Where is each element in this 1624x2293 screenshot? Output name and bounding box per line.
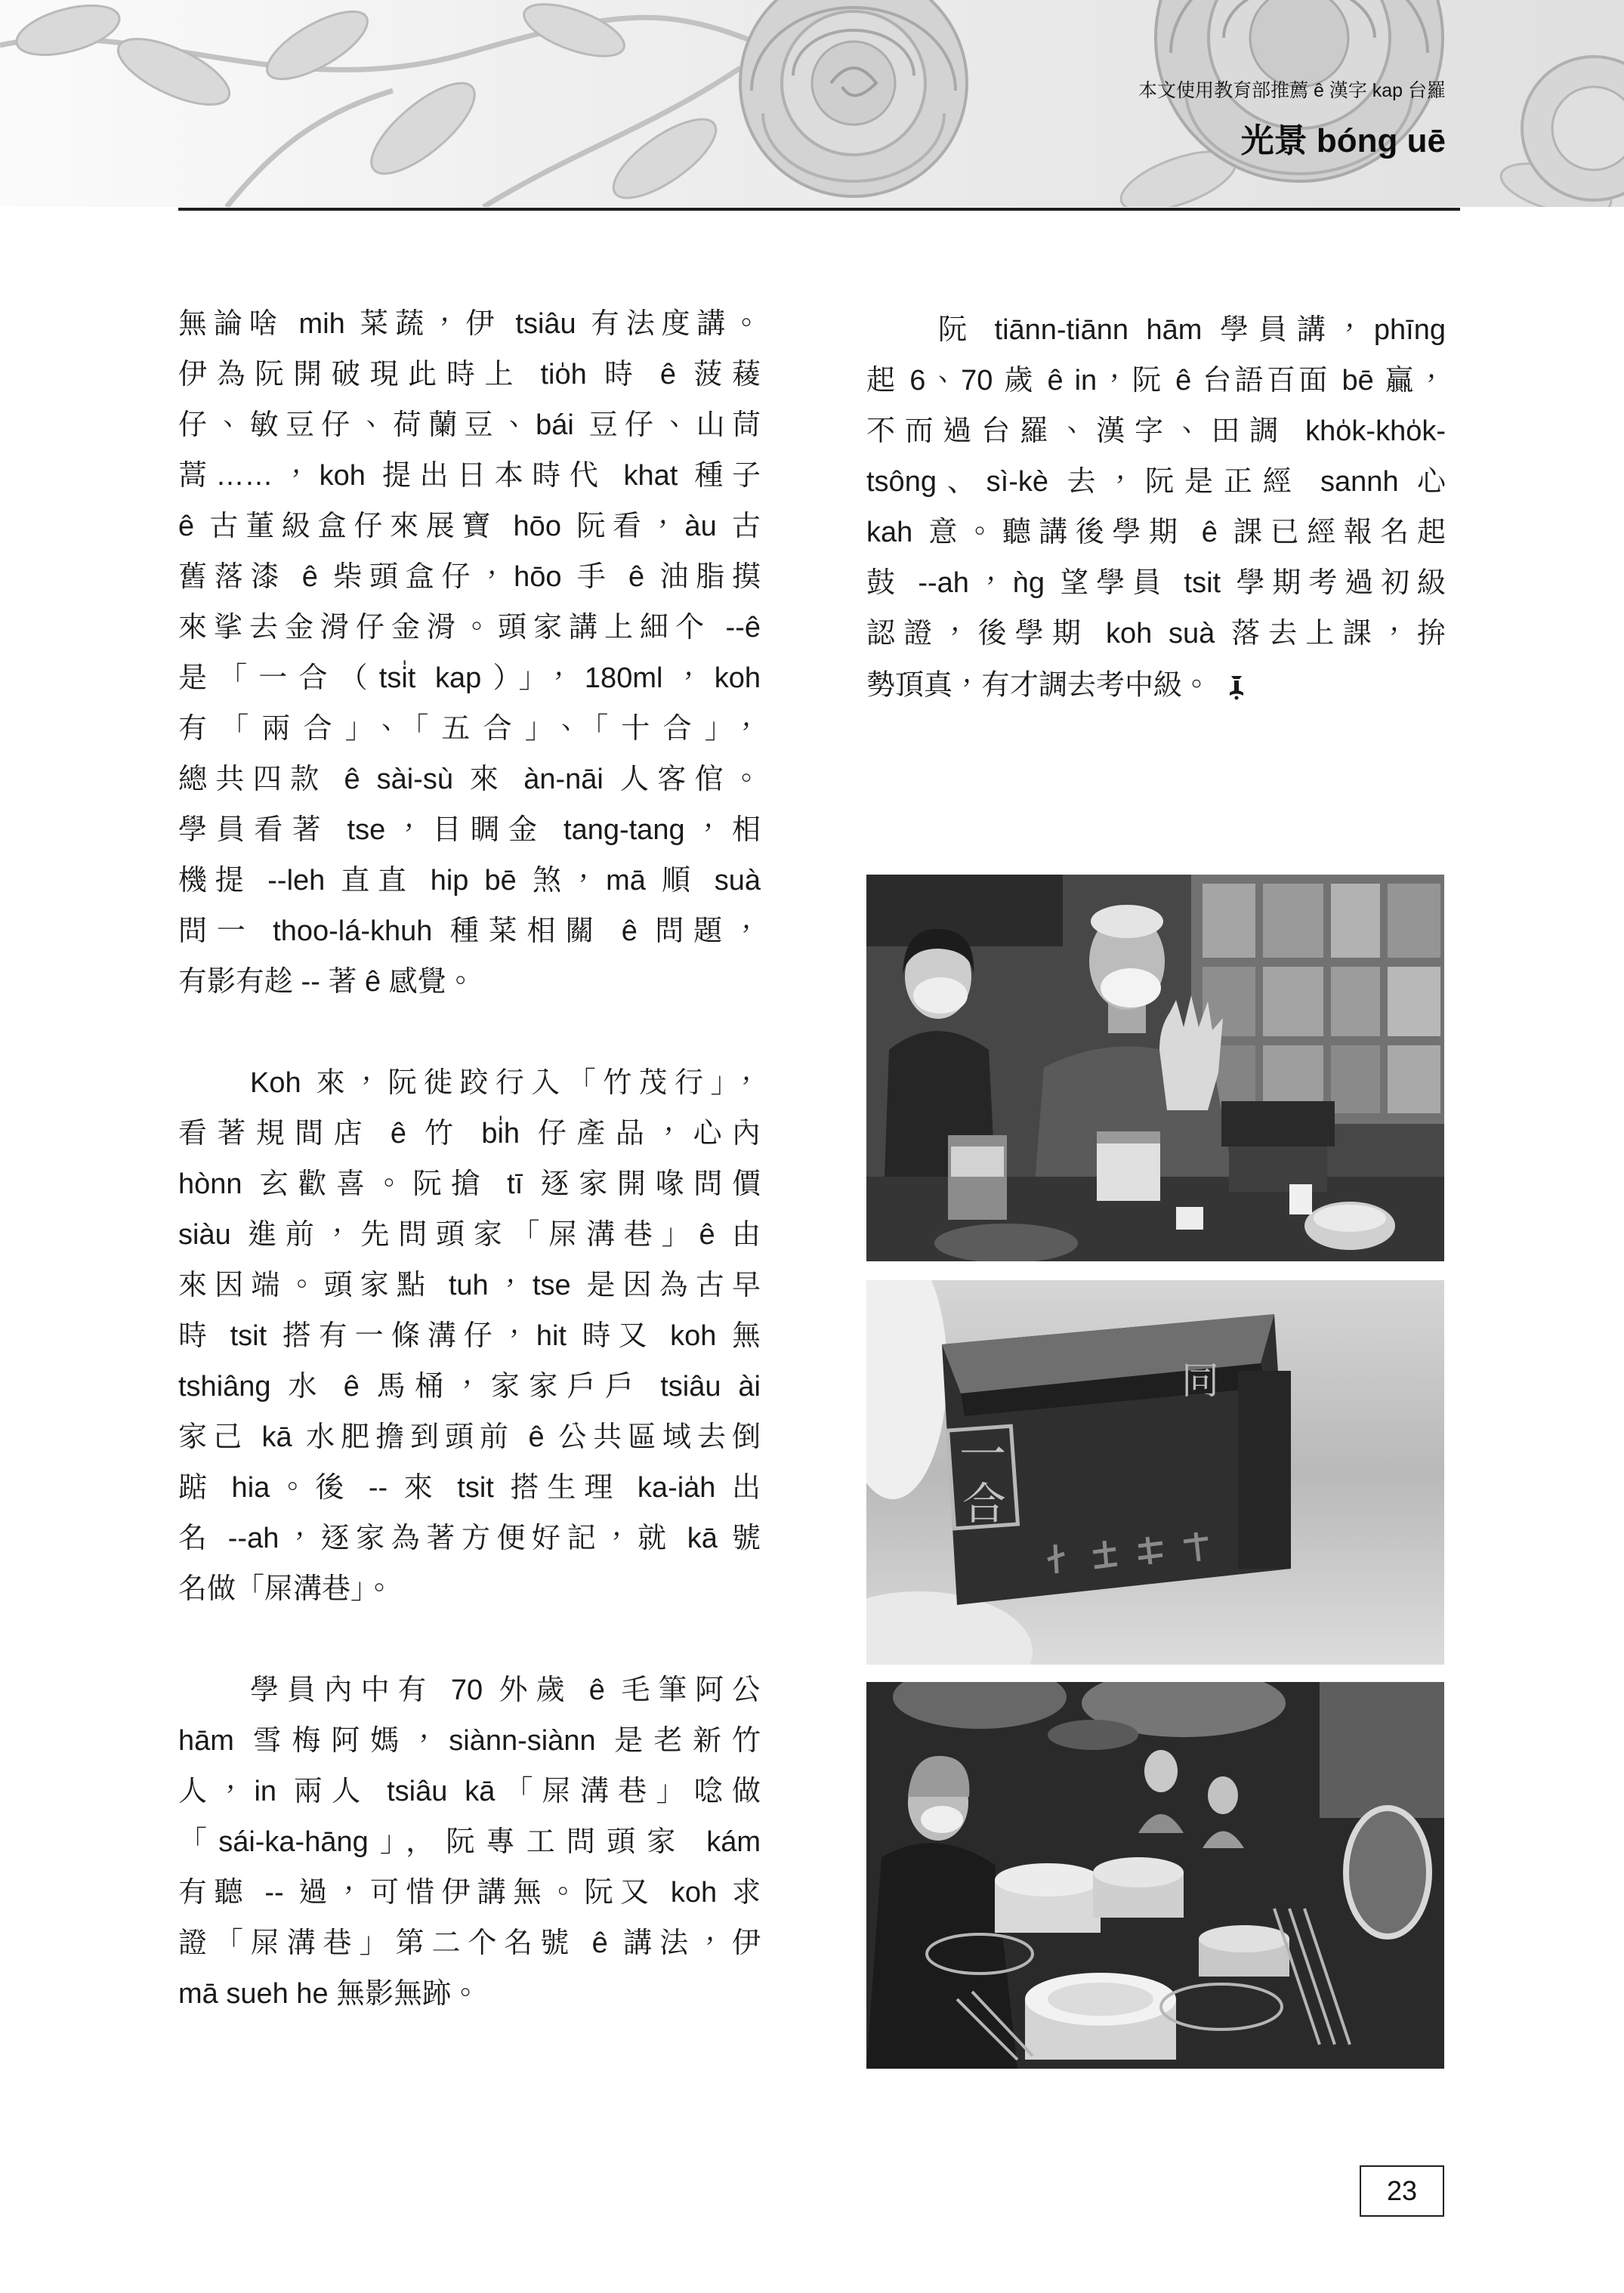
text-line: 名做「屎溝巷」。 <box>178 1573 394 1605</box>
paragraph <box>178 1058 761 1615</box>
text-line: 時 tsit 搭有一條溝仔，hit 時又 koh 無 <box>178 1320 761 1352</box>
text-line: 看著規間店 ê 竹 bi̍h 仔產品，心內 <box>178 1118 761 1150</box>
page-number: 23 <box>1360 2165 1444 2217</box>
paragraph <box>178 1665 761 2020</box>
text-line: 總共四款 ê sài-sù 來 àn-nāi 人客倌。 <box>178 764 761 795</box>
text-line: mā sueh he 無影無跡。 <box>178 1978 480 2010</box>
text-line: Koh 來，阮徙跤行入「竹茂行」， <box>250 1067 761 1099</box>
measure-box-photo <box>866 1280 1444 1665</box>
text-line: 來挲去金滑仔金滑。頭家講上細个 --ê <box>178 612 761 643</box>
text-line: 舊落漆 ê 柴頭盒仔，hōo 手 ê 油脂摸 <box>178 561 761 593</box>
text-line: 仔、敏豆仔、荷蘭豆、bái 豆仔、山茼 <box>178 409 761 441</box>
text-line: 名 --ah，逐家為著方便好記，就 kā 號 <box>178 1523 761 1554</box>
text-line: hām 雪梅阿媽，siànn-siànn 是老新竹 <box>178 1725 761 1757</box>
text-line: 不而過台羅、漢字、田調 kho̍k-kho̍k- <box>866 415 1446 447</box>
text-line: 人，in 兩人 tsiâu kā「屎溝巷」唸做 <box>178 1776 761 1807</box>
bright-window <box>1320 1682 1444 1818</box>
text-line: 證「屎溝巷」第二个名號 ê 講法，伊 <box>178 1927 761 1959</box>
text-line: tshiâng 水 ê 馬桶，家家戶戶 tsiâu ài <box>178 1371 761 1403</box>
box-lettering-bottom: 合 <box>962 1478 1007 1529</box>
bamboo-shop-photo <box>866 1682 1444 2069</box>
text-line: 是「一合（tsi̍t kap）」，180ml，koh <box>178 662 761 694</box>
text-line: 阮 tiānn-tiānn hām 學員講，phīng <box>938 314 1446 346</box>
text-line: hònn 玄歡喜。阮搶 tī 逐家開喙問價 <box>178 1168 761 1200</box>
text-line: 來因端。頭家點 tuh，tse 是因為古早 <box>178 1270 761 1301</box>
text-line: 學員內中有 70 外歲 ê 毛筆阿公 <box>250 1674 761 1706</box>
text-line: kah 意。聽講後學期 ê 課已經報名起 <box>866 517 1446 548</box>
text-line: 學員看著 tse，目睭金 tang-tang，相 <box>178 814 761 846</box>
text-line: 有聽 -- 過，可惜伊講無。阮又 koh 求 <box>178 1877 761 1909</box>
text-line: 有「兩合」、「五合」、「十合」， <box>178 713 761 745</box>
text-line: 伊為阮開破現此時上 tio̍h 時 ê 菠薐 <box>178 359 761 390</box>
final-text-line <box>866 659 1446 710</box>
rose-illustration <box>0 0 1624 207</box>
orthography-note: 本文使用教育部推薦 ê 漢字 kap 台羅 <box>1138 80 1446 101</box>
shop-counter-photo <box>866 875 1444 1261</box>
text-line-content: 勢頂真，有才調去考中級。 <box>866 669 1212 702</box>
left-column <box>178 299 761 2070</box>
display-shelves <box>1191 875 1444 1124</box>
text-line: 有影有趁 -- 著 ê 感覺。 <box>178 966 475 998</box>
header-rule <box>178 208 1460 211</box>
paragraph <box>866 305 1446 710</box>
dark-doorway <box>866 875 1063 946</box>
sieve <box>1346 1808 1429 1937</box>
text-line: 無論啥 mih 菜蔬，伊 tsiâu 有法度講。 <box>178 308 761 340</box>
text-line: 起 6、70 歲 ê in，阮 ê 台語百面 bē 贏， <box>866 365 1446 397</box>
text-line: 蒿……，koh 提出日本時代 khat 種子 <box>178 460 761 492</box>
text-line: 認證，後學期 koh suà 落去上課，拚 <box>866 618 1446 650</box>
article-end-mark-icon <box>1227 671 1246 700</box>
text-line: 機提 --leh 直直 hip bē 煞，mā 順 suà <box>178 865 761 897</box>
text-line: 問一 thoo-lá-khuh 種菜相關 ê 問題， <box>178 915 761 947</box>
text-line: siàu 進前，先問頭家「屎溝巷」ê 由 <box>178 1219 761 1251</box>
text-line: 鼓 --ah，ǹg 望學員 tsit 學期考過初級 <box>866 567 1446 599</box>
text-line: 家己 kā 水肥擔到頭前 ê 公共區域去倒 <box>178 1421 761 1453</box>
text-line: 「sái-ka-hāng」，阮專工問頭家 kám <box>178 1826 761 1858</box>
text-line: 踮 hia。後 -- 來 tsit 搭生理 ka-ia̍h 出 <box>178 1472 761 1504</box>
text-line: ê 古董級盒仔來展寶 hōo 阮看，àu 古 <box>178 511 761 542</box>
box-lettering-top: 一 <box>959 1427 1007 1482</box>
box-lettering-corner: 同 <box>1181 1359 1219 1403</box>
paragraph <box>178 299 761 1008</box>
section-title: 光景 bóng uē <box>1240 122 1446 159</box>
wooden-measure-box <box>942 1314 1291 1605</box>
text-line: tsông、sì-kè 去，阮是正經 sannh 心 <box>866 466 1446 498</box>
right-column <box>866 305 1446 761</box>
